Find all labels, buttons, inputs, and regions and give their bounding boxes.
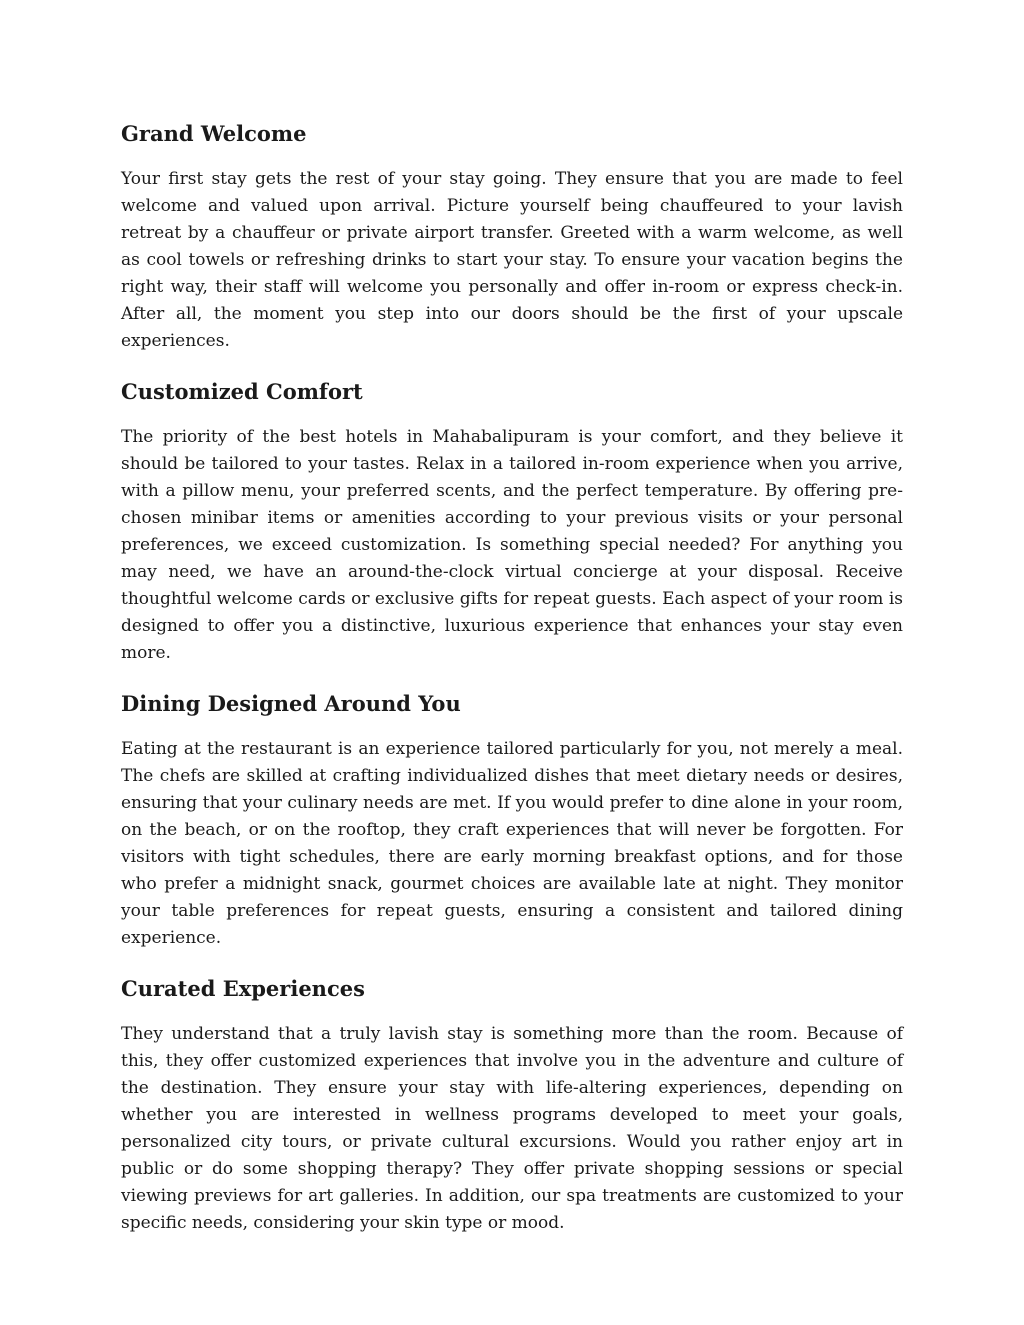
document-page (121, 118, 903, 1258)
section-heading: Grand Welcome (121, 121, 307, 146)
section-heading: Curated Experiences (121, 976, 365, 1001)
section-dining-designed-around-you (121, 688, 903, 952)
section-paragraph: The priority of the best hotels in Mahabalipuram is your comfort, and they believe it should be tailored to your tastes. Relax in a tailored in-room experience when you arrive, with a pillow menu, your preferred scents, and the perfect temperature. By offering pre-chosen minibar items or amenities according to your previous visits or your personal preferences, we exceed customization. Is something special needed? For anything you may need, we have an around-the-clock virtual concierge at your disposal. Receive thoughtful welcome cards or exclusive gifts for repeat guests. Each aspect of your room is designed to offer you a distinctive, luxurious experience that enhances your stay even more. (121, 427, 903, 663)
section-paragraph: They understand that a truly lavish stay is something more than the room. Because of this, they offer customized experiences that involve you in the adventure and culture of the destination. They ensure your stay with life-altering experiences, depending on whether you are interested in wellness programs developed to meet your goals, personalized city tours, or private cultural excursions. Would you rather enjoy art in public or do some shopping therapy? They offer private shopping sessions or special viewing previews for art galleries. In addition, our spa treatments are customized to your specific needs, considering your skin type or mood. (121, 1024, 903, 1233)
section-heading: Customized Comfort (121, 379, 363, 404)
section-heading: Dining Designed Around You (121, 691, 461, 716)
section-customized-comfort (121, 376, 903, 667)
section-curated-experiences (121, 973, 903, 1237)
section-paragraph: Your first stay gets the rest of your stay going. They ensure that you are made to feel welcome and valued upon arrival. Picture yourself being chauffeured to your lavish retreat by a chauffeur or private airport transfer. Greeted with a warm welcome, as well as cool towels or refreshing drinks to start your stay. To ensure your vacation begins the right way, their staff will welcome you personally and offer in-room or express check-in. After all, the moment you step into our doors should be the first of your upscale experiences. (121, 169, 903, 351)
section-grand-welcome (121, 118, 903, 355)
section-paragraph: Eating at the restaurant is an experience tailored particularly for you, not merely a meal. The chefs are skilled at crafting individualized dishes that meet dietary needs or desires, ensuring that your culinary needs are met. If you would prefer to dine alone in your room, on the beach, or on the rooftop, they craft experiences that will never be forgotten. For visitors with tight schedules, there are early morning breakfast options, and for those who prefer a midnight snack, gourmet choices are available late at night. They monitor your table preferences for repeat guests, ensuring a consistent and tailored dining experience. (121, 739, 903, 948)
